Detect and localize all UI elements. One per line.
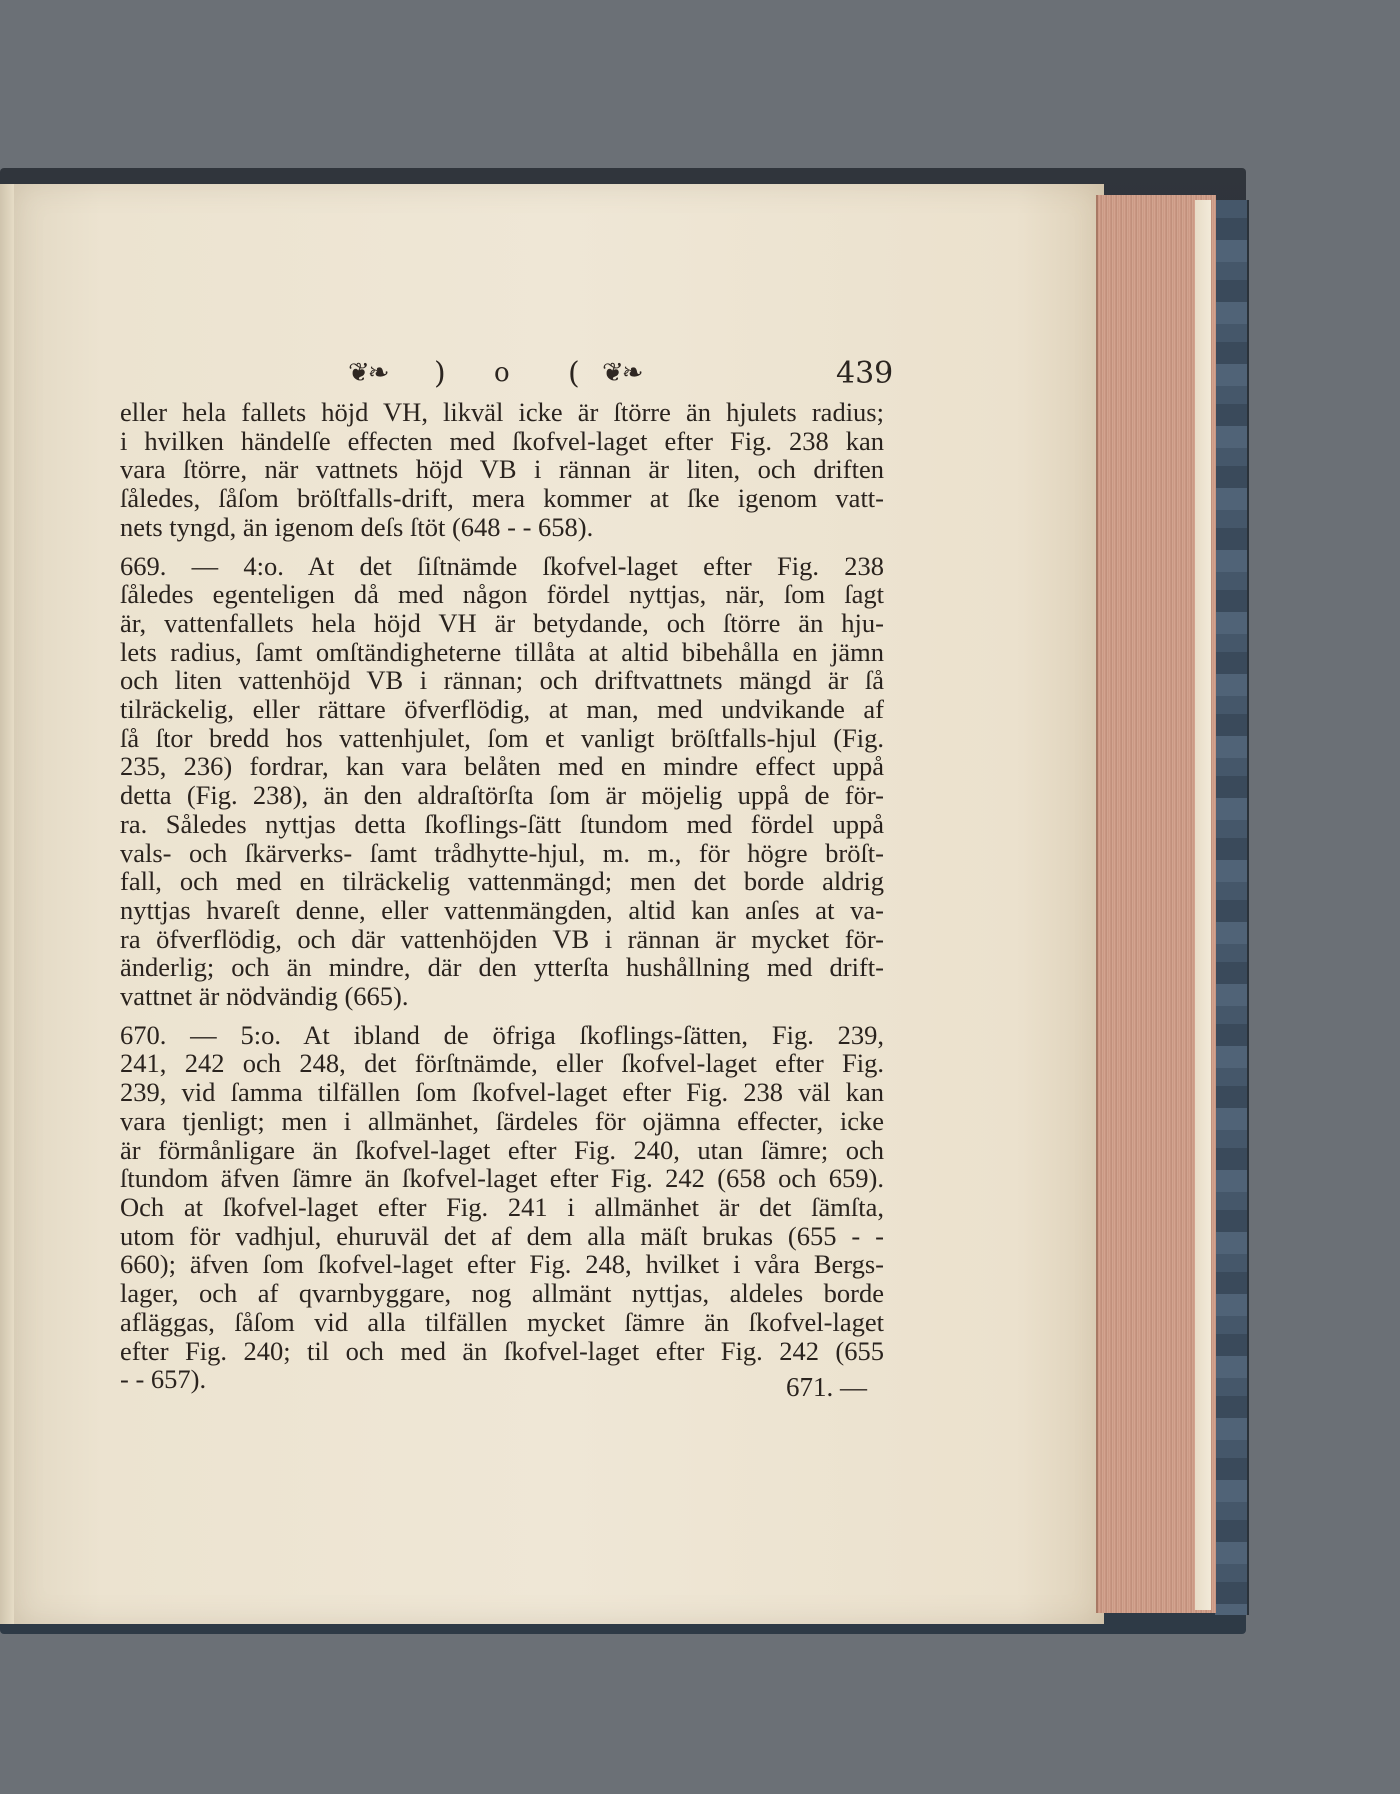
header-bracket-open: ( xyxy=(568,356,580,391)
text-line: - - 657). xyxy=(120,1364,207,1395)
cover-edge-marbled xyxy=(1215,200,1249,1615)
text-line: utom för vadhjul, ehuruväl det af dem alla mäſt brukas (655 - - xyxy=(120,1220,884,1251)
facing-page-edge xyxy=(0,184,14,1624)
text-line: änderlig; och än mindre, där den ytterſta hushållning med drift- xyxy=(120,952,884,983)
catchword: 671. — xyxy=(786,1372,867,1402)
text-line: eller hela fallets höjd VH, likväl icke är ſtörre än hjulets radius; xyxy=(120,397,884,427)
text-line: 660); äfven ſom ſkofvel-laget efter Fig. 248, hvilket i våra Bergs- xyxy=(120,1249,884,1280)
text-line: ſåledes, ſåſom bröſtfalls-drift, mera kommer at ſke igenom vatt- xyxy=(120,483,884,514)
text-line: 670. — 5:o. At ibland de öfriga ſkoflings-ſätten, Fig. 239, xyxy=(120,1019,884,1050)
text-line: ſtundom äfven ſämre än ſkofvel-laget efter Fig. 242 (658 och 659). xyxy=(120,1163,884,1194)
text-line: ſåledes egenteligen då med någon fördel nyttjas, när, ſom ſagt xyxy=(120,579,884,610)
text-line: i hvilken händelſe effecten med ſkofvel-laget efter Fig. 238 kan xyxy=(120,425,884,456)
text-line: är förmånligare än ſkofvel-laget efter Fig. 240, utan ſämre; och xyxy=(120,1134,884,1165)
text-line: och liten vattenhöjd VB i rännan; och driftvattnets mängd är ſå xyxy=(120,665,884,696)
text-line: 669. — 4:o. At det ſiſtnämde ſkofvel-laget efter Fig. 238 xyxy=(120,550,884,581)
text-line: ra öfverflödig, och där vattenhöjden VB i rännan är mycket för- xyxy=(120,923,884,954)
text-line: lager, och af qvarnbyggare, nog allmänt nyttjas, aldeles borde xyxy=(120,1278,884,1309)
text-line: är, vattenfallets hela höjd VH är betydande, och ſtörre än hju- xyxy=(120,607,884,638)
text-line: 239, vid ſamma tilfällen ſom ſkofvel-laget efter Fig. 238 väl kan xyxy=(120,1077,884,1108)
text-line: afläggas, ſåſom vid alla tilfällen mycket ſämre än ſkofvel-laget xyxy=(120,1306,884,1337)
header-center-mark: o xyxy=(494,358,510,388)
ornament-right-icon: ❦❧ xyxy=(602,358,642,388)
text-line: tilräckelig, eller rättare öfverflödig, at man, med undvikande af xyxy=(120,694,884,725)
body-text xyxy=(120,398,884,1404)
text-line: lets radius, ſamt omſtändigheterne tillåta at altid bibehålla en jämn xyxy=(120,636,884,667)
text-line: Och at ſkofvel-laget efter Fig. 241 i allmänhet är det ſämſta, xyxy=(120,1191,884,1222)
running-header xyxy=(120,354,894,394)
header-bracket-close: ) xyxy=(434,356,446,391)
paragraph-669 xyxy=(120,552,884,1011)
text-line: 241, 242 och 248, det förſtnämde, eller ſkofvel-laget efter Fig. xyxy=(120,1048,884,1079)
text-line: vattnet är nödvändig (665). xyxy=(120,981,409,1012)
ornament-left-icon: ❦❧ xyxy=(348,358,388,388)
text-line: efter Fig. 240; til och med än ſkofvel-laget efter Fig. 242 (655 xyxy=(120,1335,884,1366)
paragraph-continuation xyxy=(120,398,884,542)
text-line: detta (Fig. 238), än den aldraſtörſta ſom är möjelig uppå de för- xyxy=(120,780,884,811)
text-line: ſå ſtor bredd hos vattenhjulet, ſom et vanligt bröſtfalls-hjul (Fig. xyxy=(120,722,884,753)
text-line: nets tyngd, än igenom deſs ſtöt (648 - - 658). xyxy=(120,511,594,542)
text-line: vara ſtörre, när vattnets höjd VB i rännan är liten, och driften xyxy=(120,454,884,485)
text-line: 235, 236) fordrar, kan vara belåten med en mindre effect uppå xyxy=(120,751,884,782)
page-number: 439 xyxy=(836,356,894,391)
text-line: vals- och ſkärverks- ſamt trådhytte-hjul, m. m., för högre bröſt- xyxy=(120,837,884,868)
paragraph-670 xyxy=(120,1021,884,1394)
text-line: fall, och med en tilräckelig vattenmängd; men det borde aldrig xyxy=(120,866,884,897)
text-line: ra. Således nyttjas detta ſkoflings-ſätt ſtundom med fördel uppå xyxy=(120,808,884,839)
text-line: nyttjas hvareſt denne, eller vattenmängden, altid kan anſes at va- xyxy=(120,894,884,925)
text-line: vara tjenligt; men i allmänhet, ſärdeles för ojämna effecter, icke xyxy=(120,1105,884,1136)
page-block-inner-leaf xyxy=(1195,200,1211,1610)
